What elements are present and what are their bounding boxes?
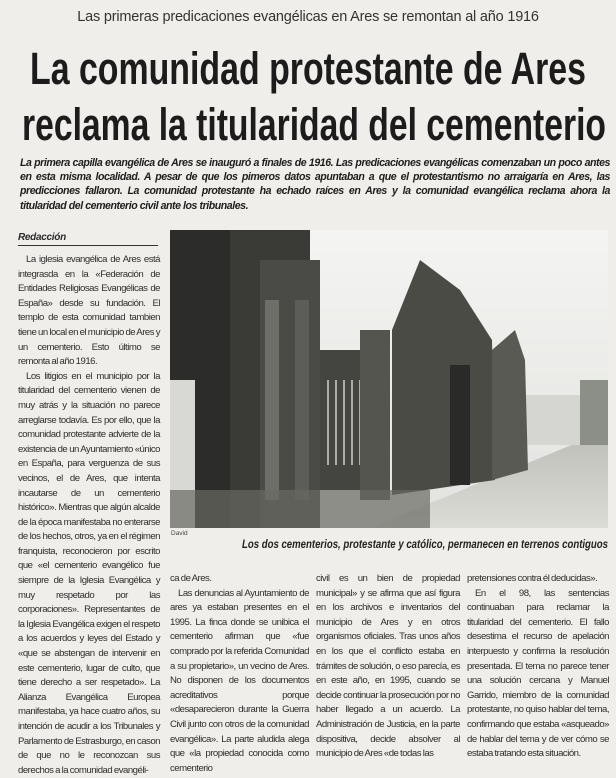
headline	[8, 40, 608, 152]
kicker: Las primeras predicaciones evangélicas en Ares se remontan al año 1916	[77, 9, 539, 25]
headline-line-2: reclama la titularidad del cementerio	[22, 99, 606, 150]
photo-caption	[240, 536, 610, 552]
article-column-3	[316, 572, 460, 762]
lead-paragraph: La primera capilla evangélica de Ares se inauguró a finales de 1916. Las predicaciones evangélicas comenzaban un poco antes en esta misma localidad. A pesar de que los pimeros datos apuntaban a que el protestantismo no arraigaría en Ares, las predicciones fallaron. La comunidad protestante ha echado raíces en Ares y la comunidad evangélica reclama ahora la titularidad del cementerio civil ante los tribunales.	[20, 157, 610, 212]
paragraph: En el 98, las sentencias continuaban para reclamar la titularidad del cementerio. El fallo desestima el recurso de apelación interpuesto y confirma la resolución presentada. El tema no parece tener una solución cercana y Manuel Garrido, miembro de la comunidad protestante, no quiso hablar del tema, confirmando que estaba «asqueado» de hablar del tema y de ver cómo se estaba tratando esta situación.	[467, 587, 609, 760]
caption-text: Los dos cementerios, protestante y católico, permanecen en terrenos contiguos	[242, 539, 608, 551]
byline: Redacción	[18, 232, 158, 246]
article-column-2	[170, 572, 309, 776]
paragraph: pretensiones contra él deducidas».	[467, 573, 598, 584]
headline-line-1: La comunidad protestante de Ares	[30, 43, 586, 94]
photo-credit: David	[171, 530, 188, 537]
paragraph: civil es un bien de propiedad municipal» y se afirma que así figura en los archivos e inventarios del municipio de Ares y en otros organismos oficiales. Tras unos años en los que el conflicto estaba en trámites de solución, o eso parecía, es en este año, en 1995, cuando se decide continuar la prosecución por no haber llegado a un acuerdo. La Administración de Justicia, en la parte dispositiva, decide absolver al municipio de Ares «de todas las	[316, 573, 460, 760]
article-column-1	[18, 253, 160, 778]
article-column-4	[467, 572, 609, 762]
paragraph: Las denuncias al Ayuntamiento de ares ya estaban presentes en el 1995. La finca donde se unibica el cementerio afirman que «fue comprado por la referida Comunidad a su propietario», un vecino de Ares. No disponen de los documentos acreditativos porque «desaparecieron durante la Guerra Civil junto con otros de la comunidad evangélica». La parte aludida alega que «la propiedad conocida como cementerio	[170, 587, 309, 774]
cemetery-photo	[170, 230, 608, 528]
paragraph: ca de Ares.	[170, 573, 212, 584]
paragraph: La iglesia evangélica de Ares está integrasda en la «Federación de Entidades Religiosas Evangélicas de España» desde su fundación. El templo de esta comunidad tambien tiene un local en el municipio de Ares y un cementerio. Esto último se remonta al año 1916.	[18, 254, 160, 368]
paragraph: Los litigios en el municipio por la titularidad del cementerio vienen de muy atrás y la situación no parece arreglarse todavía. Es por ello, que la comunidad protestante advierte de la existencia de un Ayuntamiento «único en España, para verguenza de sus vecinos, el de Ares, que intenta incautarse de un cementerio histórico». Mientras que algún alcalde de la época manifestaba no enterarse de los hechos, otros, ya en el régimen franquista, reconocieron por escrito que «el cementerio evangélico fue siempre de la Iglesia Evangélica y muy respetado por las corporaciones». Representantes de la Iglesia Evangélica exigen el respeto a los acuerdos y leyes del Estado y «que se abstengan de intervenir en este cementerio, lugar de culto, que tiene derecho a ser respetado». La Alianza Evangélica Europea manifestaba, ya hace cuatro años, su intención de acudir a los Tribunales y Parlamento de Estrasburgo, en cason de que no le reconozcan sus derechos a la comunidad evangéli-	[18, 370, 160, 776]
